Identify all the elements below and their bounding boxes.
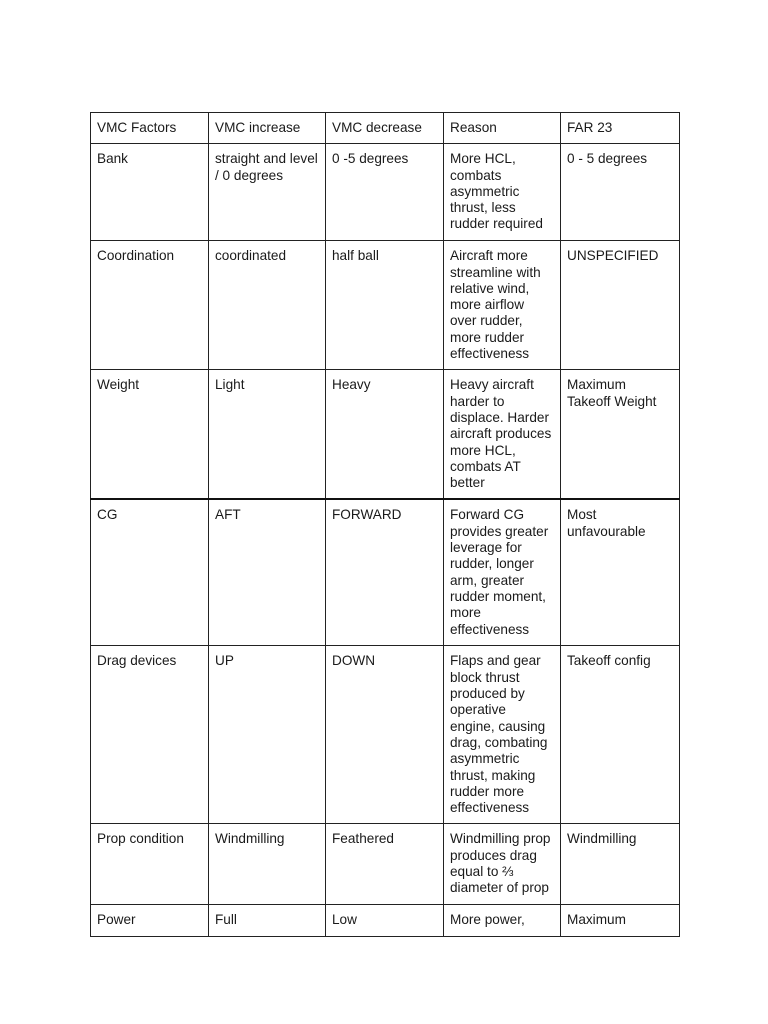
cell-decrease: half ball (326, 241, 444, 370)
header-vmc-decrease: VMC decrease (326, 113, 444, 144)
table-row (91, 824, 680, 905)
cell-decrease: Low (326, 905, 444, 936)
cell-decrease: Feathered (326, 824, 444, 905)
vmc-factors-table (90, 112, 680, 937)
cell-decrease: FORWARD (326, 499, 444, 646)
header-vmc-factors: VMC Factors (91, 113, 209, 144)
table-row (91, 499, 680, 646)
cell-reason: More power, (444, 905, 561, 936)
cell-increase: Light (209, 370, 326, 500)
cell-factor: CG (91, 499, 209, 646)
cell-factor: Weight (91, 370, 209, 500)
table-row (91, 905, 680, 936)
cell-factor: Drag devices (91, 646, 209, 824)
cell-far23: Takeoff config (561, 646, 680, 824)
table-row (91, 370, 680, 500)
cell-decrease: 0 -5 degrees (326, 144, 444, 241)
header-far-23: FAR 23 (561, 113, 680, 144)
cell-increase: Full (209, 905, 326, 936)
cell-far23: 0 - 5 degrees (561, 144, 680, 241)
header-vmc-increase: VMC increase (209, 113, 326, 144)
cell-decrease: Heavy (326, 370, 444, 500)
cell-reason: Flaps and gear block thrust produced by operative engine, causing drag, combating asymmetric thrust, making rudder more effectiveness (444, 646, 561, 824)
cell-increase: Windmilling (209, 824, 326, 905)
cell-far23: Most unfavourable (561, 499, 680, 646)
cell-factor: Bank (91, 144, 209, 241)
header-reason: Reason (444, 113, 561, 144)
cell-reason: Forward CG provides greater leverage for rudder, longer arm, greater rudder moment, more effectiveness (444, 499, 561, 646)
table-header-row (91, 113, 680, 144)
cell-increase: AFT (209, 499, 326, 646)
cell-increase: straight and level / 0 degrees (209, 144, 326, 241)
table-row (91, 144, 680, 241)
cell-factor: Coordination (91, 241, 209, 370)
cell-decrease: DOWN (326, 646, 444, 824)
cell-reason: Heavy aircraft harder to displace. Harder aircraft produces more HCL, combats AT better (444, 370, 561, 500)
cell-far23: UNSPECIFIED (561, 241, 680, 370)
cell-factor: Power (91, 905, 209, 936)
cell-reason: Aircraft more streamline with relative wind, more airflow over rudder, more rudder effectiveness (444, 241, 561, 370)
cell-reason: Windmilling prop produces drag equal to ⅔ diameter of prop (444, 824, 561, 905)
cell-far23: Maximum Takeoff Weight (561, 370, 680, 500)
table-row (91, 646, 680, 824)
cell-far23: Windmilling (561, 824, 680, 905)
cell-reason: More HCL, combats asymmetric thrust, less rudder required (444, 144, 561, 241)
table-row (91, 241, 680, 370)
cell-increase: coordinated (209, 241, 326, 370)
cell-factor: Prop condition (91, 824, 209, 905)
cell-increase: UP (209, 646, 326, 824)
cell-far23: Maximum (561, 905, 680, 936)
